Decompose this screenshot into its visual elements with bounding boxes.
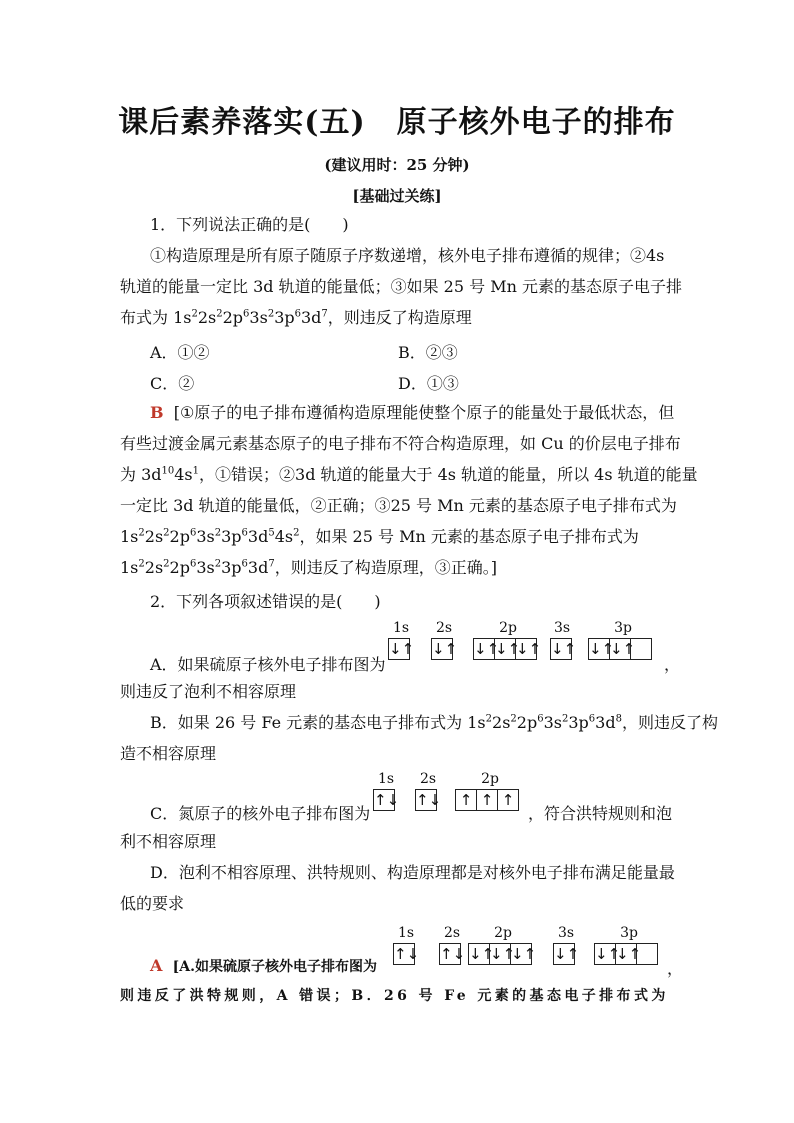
orbital-box: [636, 943, 658, 965]
page-title: 课后素养落实(五) 原子核外电子的排布: [118, 105, 676, 140]
q2-explanation: 则违反了洪特规则，A 错误；B．26 号 Fe 元素的基态电子排布式为: [120, 988, 669, 1004]
q1-statement-line: ①构造原理是所有原子随原子序数递增，核外电子排布遵循的规律；②4s: [150, 246, 665, 265]
orbital-box: [630, 638, 652, 660]
orbital-box: ↓↑: [554, 945, 580, 963]
orbital-box: ↑: [455, 789, 477, 811]
orbital-label: 2s: [435, 620, 453, 636]
q2-option-d-text: 低的要求: [120, 894, 185, 913]
orbital-label: 3p: [620, 925, 638, 941]
orbital-box: ↓↑: [511, 945, 537, 963]
orbital-box: ↑↓: [416, 791, 442, 809]
q1-stem: 1．下列说法正确的是( ): [150, 215, 349, 234]
q1-option-c: C．②: [150, 374, 195, 393]
orbital-box: ↓↑: [495, 640, 521, 658]
orbital-box: ↑↓: [394, 945, 420, 963]
orbital-box: ↓↑: [589, 640, 615, 658]
q1-answer: B: [150, 403, 164, 422]
orbital-box: ↓↑: [610, 640, 636, 658]
orbital-box: ↓↑: [616, 945, 642, 963]
orbital-box: ↓↑: [490, 945, 516, 963]
q1-explanation-line: 有些过渡金属元素基态原子的电子排布不符合构造原理，如 Cu 的价层电子排布: [120, 434, 681, 453]
orbital-box: ↓↑: [389, 640, 415, 658]
q1-explanation-line: B [①原子的电子排布遵循构造原理能使整个原子的能量处于最低状态，但: [150, 403, 675, 422]
q1-explanation-line: $1s^22s^22p^63s^23p^63d^7$，则违反了构造原理，③正确。]: [120, 558, 497, 577]
orbital-box: ↓↑: [551, 640, 577, 658]
document-page: 课后素养落实(五) 原子核外电子的排布 (建议用时：25 分钟) [基础过关练] 1．下列说法正确的是( ) ①构造原理是所有原子随原子序数递增，核外电子排布遵循的规律；②4s 轨道的能量一定比 3d 轨道的能量低；③如果 25 号 Mn 元素的基态原子电子排 布式为 $1s^22s^22p^63s^23p^63d^7$，则违反了构造原理 A．①② B．②③ C．② D．①③ B [①原子的电子排布遵循构造原理能使整个原子的能量处于最低状态，但 有些过渡金属元素基态原子的电子排布不符合构造原理，如 Cu 的价层电子排布 为 $3d^{10}4s^1$，①错误；②3d 轨道的能量大于 4s 轨道的能量，所以 4s 轨道的能量 一定比 3d 轨道的能量低，②正确；③25 号 Mn 元素的基态原子电子排布式为 $1s^22s^22p^63s^23p^63d^54s^2$，如果 25 号 Mn 元素的基态原子电子排布式为 $1s^22s^22p^63s^23p^63d^7$，则违反了构造原理，③正确。] 2．下列各项叙述错误的是( ) A．如果硫原子核外电子排布图为 1s ↓↑ 2s ↓↑ 2p ↓↑ ↓↑ ↓↑ 3s ↓↑ 3p ↓↑ ↓↑ ， 则违反了泡利不相容原理 B．如果 26 号 Fe 元素的基态电子排布式为 $1s^22s^22p^63s^23p^63d^8$，则违反了构 造不相容原理 C．氮原子的核外电子排布图为 1s ↑↓ 2s ↑↓ 2p ↑ ↑ ↑ ，符合洪特规则和泡 利不相容原理 D．泡利不相容原理、洪特规则、构造原理都是对核外电子排布满足能量最 低的要求 A [A.如果硫原子核外电子排布图为 1s ↑↓ 2s ↑↓ 2p ↓↑ ↓↑ ↓↑ 3s ↓↑ 3p ↓↑ ↓↑ ， 则违反了洪特规则，A 错误；B．26 号 Fe 元素的基态电子排布式为: [0, 0, 794, 1123]
orbital-box: ↑: [497, 789, 519, 811]
q1-explanation-line: $1s^22s^22p^63s^23p^63d^54s^2$，如果 25 号 Mn 元素的基态原子电子排布式为: [120, 527, 639, 546]
orbital-label: 2s: [443, 925, 461, 941]
orbital-label: 1s: [392, 620, 410, 636]
orbital-label: 3s: [557, 925, 575, 941]
q1-option-b: B．②③: [398, 343, 458, 362]
orbital-label: 1s: [377, 771, 395, 787]
orbital-label: 3p: [614, 620, 632, 636]
q2-option-a-text: 则违反了泡利不相容原理: [120, 682, 297, 701]
q1-statement-line: 轨道的能量一定比 3d 轨道的能量低；③如果 25 号 Mn 元素的基态原子电子排: [120, 277, 682, 296]
q2-option-a-text: A．如果硫原子核外电子排布图为: [150, 655, 386, 674]
nitrogen-orbital-diagram: [373, 772, 533, 812]
orbital-label: 1s: [397, 925, 415, 941]
orbital-box: ↓↑: [469, 945, 495, 963]
time-hint: (建议用时：25 分钟): [324, 156, 470, 174]
orbital-box: ↓↑: [474, 640, 500, 658]
orbital-box: ↓↑: [432, 640, 458, 658]
q1-option-d: D．①③: [398, 374, 459, 393]
q2-option-d-text: D．泡利不相容原理、洪特规则、构造原理都是对核外电子排布满足能量最: [150, 863, 675, 882]
orbital-box: ↑↓: [440, 945, 466, 963]
q2-option-c-text: 利不相容原理: [120, 832, 217, 851]
sulfur-orbital-diagram-a: [388, 621, 663, 661]
section-heading: [基础过关练]: [352, 187, 442, 205]
orbital-box: ↑: [476, 789, 498, 811]
q2-answer: A: [150, 956, 163, 975]
q1-option-a: A．①②: [150, 343, 210, 362]
orbital-box: ↓↑: [595, 945, 621, 963]
q2-stem: 2．下列各项叙述错误的是( ): [150, 592, 381, 611]
orbital-label: 3s: [553, 620, 571, 636]
orbital-label: 2p: [481, 771, 499, 787]
sulfur-orbital-diagram-explanation: [393, 926, 673, 966]
orbital-label: 2p: [499, 620, 517, 636]
orbital-label: 2s: [419, 771, 437, 787]
q1-statement-line: 布式为 $1s^22s^22p^63s^23p^63d^7$，则违反了构造原理: [120, 308, 472, 327]
orbital-label: 2p: [494, 925, 512, 941]
orbital-box: ↓↑: [516, 640, 542, 658]
q2-option-b-text: 造不相容原理: [120, 744, 217, 763]
q1-explanation-line: 为 $3d^{10}4s^1$，①错误；②3d 轨道的能量大于 4s 轨道的能量，所以 4s 轨道的能量: [120, 465, 698, 484]
q2-option-c-text: C．氮原子的核外电子排布图为: [150, 804, 371, 823]
q1-explanation-line: 一定比 3d 轨道的能量低，②正确；③25 号 Mn 元素的基态原子电子排布式为: [120, 496, 677, 515]
q2-option-b-text: B．如果 26 号 Fe 元素的基态电子排布式为 $1s^22s^22p^63s^23p^63d^8$，则违反了构: [150, 713, 718, 732]
q2-explanation: A [A.如果硫原子核外电子排布图为: [150, 956, 377, 975]
orbital-box: ↑↓: [374, 791, 400, 809]
